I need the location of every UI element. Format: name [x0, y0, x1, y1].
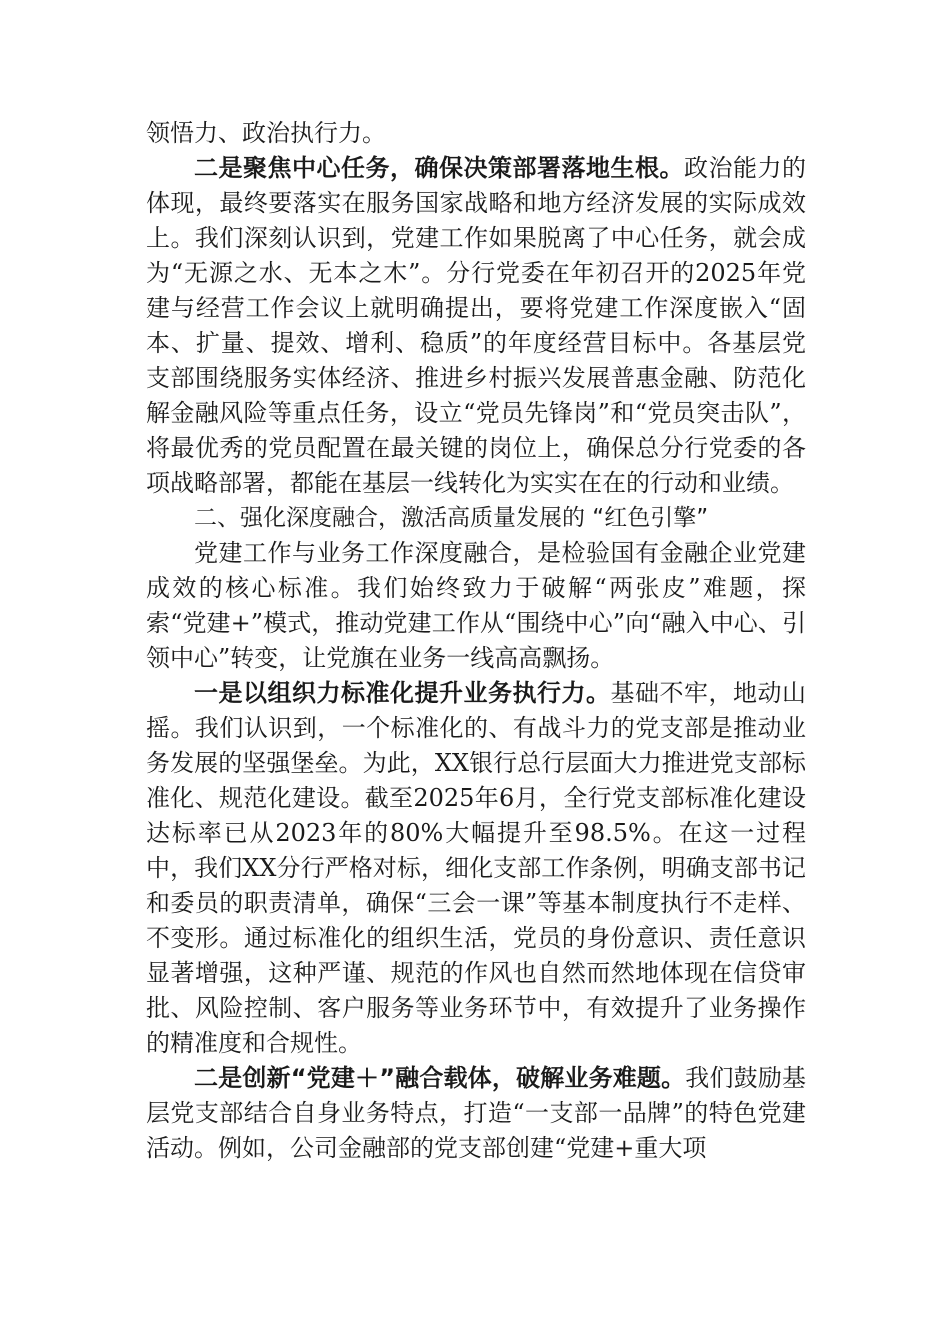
paragraph-lead: 二是聚焦中心任务，确保决策部署落地生根。 — [194, 154, 684, 182]
paragraph-body: 政治能力的体现，最终要落实在服务国家战略和地方经济发展的实际成效上。我们深刻认识到，党建工作如果脱离了中心任务，就会成为“无源之水、无本之木”。分行党委在年初召开的2025年党建与经营工作会议上就明确提出，要将党建工作深度嵌入“固本、扩量、提效、增利、稳质”的年度经营目标中。各基层党支部围绕服务实体经济、推进乡村振兴发展普惠金融、防范化解金融风险等重点任务，设立“党员先锋岗”和“党员突击队”，将最优秀的党员配置在最关键的岗位上，确保总分行党委的各项战略部署，都能在基层一线转化为实实在在的行动和业绩。 — [146, 154, 806, 497]
paragraph-body: 基础不牢，地动山摇。我们认识到，一个标准化的、有战斗力的党支部是推动业务发展的坚强堡垒。为此，XX银行总行层面大力推进党支部标准化、规范化建设。截至2025年6月，全行党支部标准化建设达标率已从2023年的80%大幅提升至98.5%。在这一过程中，我们XX分行严格对标，细化支部工作条例，明确支部书记和委员的职责清单，确保“三会一课”等基本制度执行不走样、不变形。通过标准化的组织生活，党员的身份意识、责任意识显著增强，这种严谨、规范的作风也自然而然地体现在信贷审批、风险控制、客户服务等业务环节中，有效提升了业务操作的精准度和合规性。 — [146, 679, 806, 1057]
paragraph-body: 我们鼓励基层党支部结合自身业务特点，打造“一支部一品牌”的特色党建活动。例如，公司金融部的党支部创建“党建+重大项 — [146, 1064, 807, 1162]
document-page — [146, 116, 806, 1166]
paragraph-party-building-plus — [146, 1061, 806, 1166]
paragraph-standardization — [146, 676, 806, 1061]
paragraph-continuation: 领悟力、政治执行力。 — [146, 119, 386, 147]
paragraph-focus-central-tasks — [146, 151, 806, 501]
paragraph-lead: 二是创新“党建＋”融合载体，破解业务难题。 — [194, 1064, 686, 1092]
paragraph-deep-integration: 党建工作与业务工作深度融合，是检验国有金融企业党建成效的核心标准。我们始终致力于破解“两张皮”难题，探索“党建+”模式，推动党建工作从“围绕中心”向“融入中心、引领中心”转变，让党旗在业务一线高高飘扬。 — [146, 539, 806, 672]
section-heading: 二、强化深度融合，激活高质量发展的 “红色引擎” — [194, 505, 709, 531]
paragraph-lead: 一是以组织力标准化提升业务执行力。 — [194, 679, 611, 707]
